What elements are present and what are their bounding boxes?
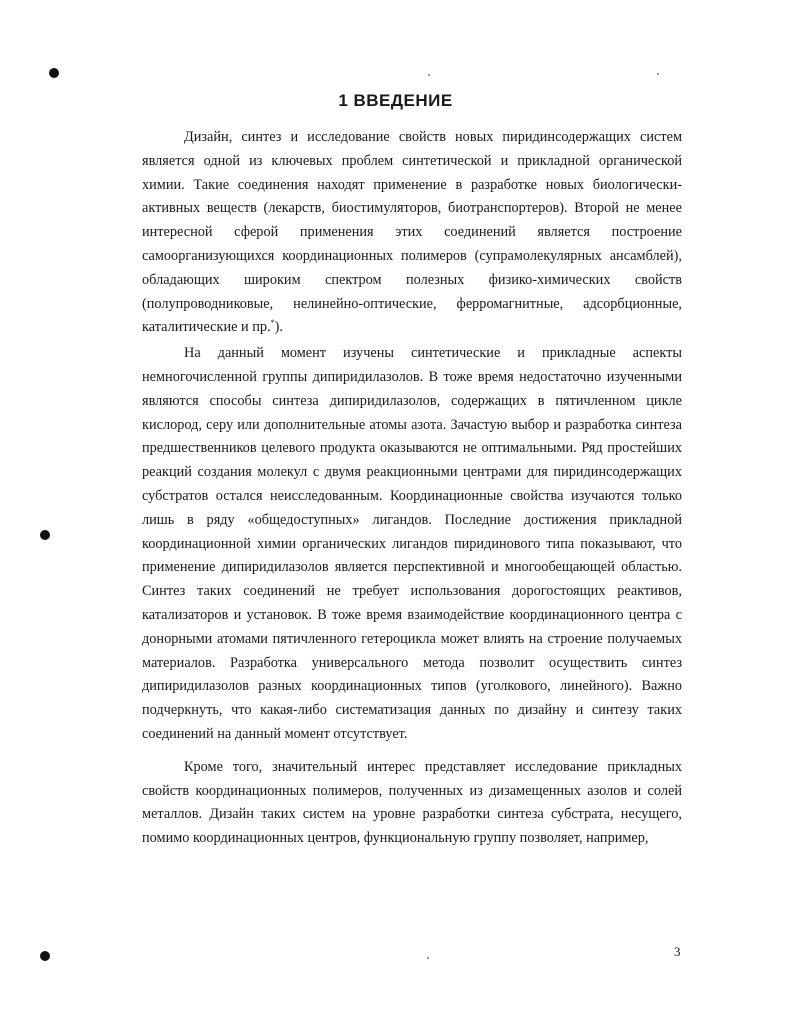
page-number: 3: [674, 944, 681, 959]
paragraph-1-line: (полупроводниковые, нелинейно-оптические, ферромагнитные, адсорбционные,: [142, 295, 682, 312]
body-text: [142, 126, 682, 851]
footnote-mark: *: [270, 318, 275, 328]
scan-speck: [427, 957, 429, 959]
section-heading: 1 ВВЕДЕНИЕ: [338, 91, 453, 110]
paragraph-1-line: Дизайн, синтез и исследование свойств новых пиридинсодержащих систем: [184, 129, 682, 145]
paragraph-1-line: химии. Такие соединения находят применение в разработке новых биологически-: [142, 176, 682, 193]
scan-hole-mark: [40, 951, 50, 961]
scan-hole-mark: [49, 68, 59, 78]
scan-speck: [657, 73, 659, 75]
paragraph-1-end: ).: [274, 319, 283, 336]
scan-speck: [428, 74, 430, 76]
paragraph-1-line: активных веществ (лекарств, биостимуляторов, биотранспортеров). Второй не менее: [142, 200, 682, 217]
paragraph-1-line: интересной сферой применения этих соединений является построение: [142, 224, 682, 241]
paragraph-1: [142, 126, 682, 340]
paragraph-3: Кроме того, значительный интерес представляет исследование прикладных свойств координационных полимеров, полученных из дизамещенных азолов и солей металлов. Дизайн таких систем на уровне разработки синтеза субстрата, несущего, помимо координационных центров, функциональную группу позволяет, например,: [142, 758, 682, 847]
paragraph-1-line: обладающих широким спектром полезных физико-химических свойств: [142, 271, 682, 288]
paragraph-1-line: самоорганизующихся координационных полимеров (супрамолекулярных ансамблей),: [142, 247, 682, 264]
paragraph-2: На данный момент изучены синтетические и прикладные аспекты немногочисленной группы дипиридилазолов. В тоже время недостаточно изученными являются способы синтеза дипиридилазолов, содержащих в пятичленном цикле кислород, серу или дополнительные атомы азота. Зачастую выбор и разработка синтеза предшественников целевого продукта оказываются не оптимальными. Ряд простейших реакций создания молекул с двумя реакционными центрами для пиридинсодержащих субстратов остался неисследованным. Координационные свойства изучаются только лишь в ряду «общедоступных» лигандов. Последние достижения прикладной координационной химии органических лигандов пиридинового типа показывают, что применение дипиридилазолов является перспективной и многообещающей областью. Синтез таких соединений не требует использования дорогостоящих реактивов, катализаторов и установок. В тоже время взаимодействие координационного центра с донорными атомами пятичленного гетероцикла может влиять на строение получаемых материалов. Разработка универсального метода позволит осуществить синтез дипиридилазолов разных координационных типов (уголкового, линейного). Важно подчеркнуть, что какая-либо систематизация данных по дизайну и синтезу таких соединений на данный момент отсутствует.: [142, 345, 682, 742]
paragraph-1-last-line: каталитические и пр.: [142, 319, 271, 336]
scan-hole-mark: [40, 530, 50, 540]
paragraph-1-line: является одной из ключевых проблем синтетической и прикладной органической: [142, 152, 682, 169]
